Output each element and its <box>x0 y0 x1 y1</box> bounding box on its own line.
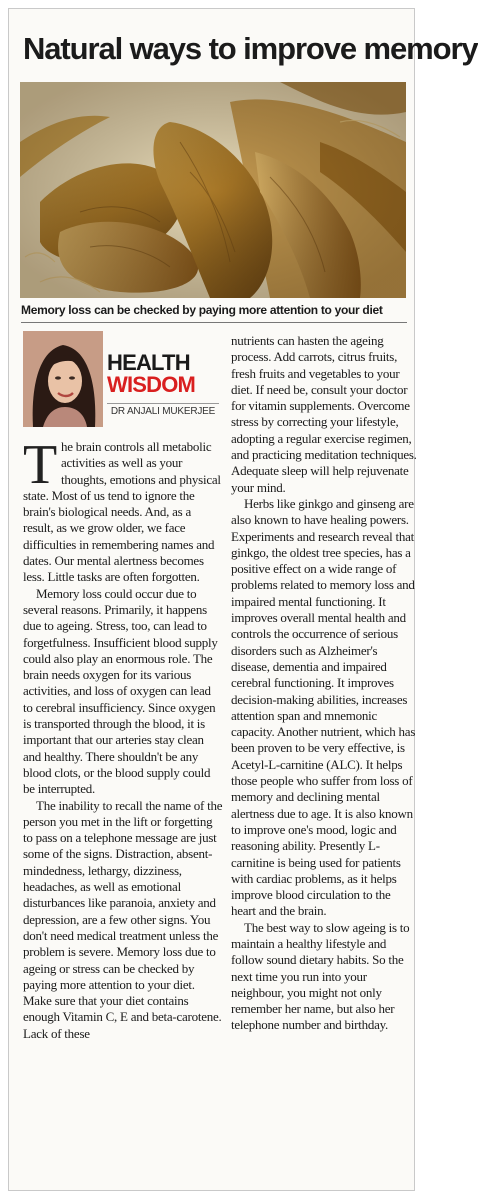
column-byline <box>23 331 223 431</box>
article-headline: Natural ways to improve memory <box>23 31 478 66</box>
column-title-wisdom: WISDOM <box>107 372 196 397</box>
paragraph-intro <box>23 434 223 586</box>
column-title-health: HEALTH <box>107 350 190 375</box>
paragraph-herbs: Herbs like ginkgo and ginseng are also known to have healing powers. Experiments and research reveal that ginkgo, the oldest tree species, has a positive effect on a wide range of problems related to memory loss and impaired mental functioning. It improves overall mental health and controls the occurrence of serious disorders such as Alzheimer's disease, dementia and impaired cerebral functioning. It improves decision-making abilities, increases attention span and mnemonic capacity. Another nutrient, which has been proven to be very effective, is Acetyl-L-carnitine (ALC). It helps those people who suffer from loss of memory and declining mental alertness due to age. It is also known to improve one's mood, logic and reasoning ability. Presently L-carnitine is being used for patients with cardiac problems, as it helps improve blood circulation to the heart and the brain. <box>231 495 416 919</box>
photo-caption: Memory loss can be checked by paying more attention to your diet <box>21 303 383 317</box>
caption-divider <box>21 322 407 323</box>
ginseng-roots-illustration <box>20 82 406 298</box>
paragraph-signs: The inability to recall the name of the person you met in the lift or forgetting to pass on a telephone message are just some of the signs. Distraction, absent-mindedness, lethargy, dizziness, headaches, as well as emotional disturbances like paranoia, anxiety and depression, are a few other signs. You don't need medical treatment unless the problem is severe. Memory loss due to ageing or stress can be checked by paying more attention to your diet. Make sure that your diet contains enough Vitamin C, E and beta-carotene. Lack of these <box>23 797 223 1041</box>
paragraph-signs-continued: nutrients can hasten the ageing process. Add carrots, citrus fruits, fresh fruits and vegetables to your diet. If need be, consult your doctor for vitamin supplements. Overcome stress by correcting your lifestyle, adopting a regular exercise regimen, and practicing meditation techniques. Adequate sleep will help rejuvenate your mind. <box>231 333 417 495</box>
author-portrait <box>23 331 103 427</box>
article-column-left <box>23 331 223 1042</box>
paragraph-intro-text: he brain controls all metabolic activities as well as your thoughts, emotions and physical state. Most of us tend to ignore the brain's biological needs. And, as a result, as we grow older, we face difficulties in remembering names and dates. Our mental alertness becomes less. Little tasks are often forgotten. <box>23 439 221 585</box>
newspaper-clipping <box>8 8 478 1191</box>
author-name: DR ANJALI MUKERJEE <box>107 403 219 417</box>
paragraph-causes: Memory loss could occur due to several reasons. Primarily, it happens due to ageing. Stress, too, can lead to forgetfulness. Insufficient blood supply could also play an enormous role. The brain needs oxygen for its various activities, and loss of oxygen can lead to cerebral insufficiency. Since oxygen is transported through the blood, it is important that our arteries stay clean and healthy. There shouldn't be any blood clots, or the blood supply could be interrupted. <box>23 585 218 797</box>
article-column-right <box>231 333 417 1034</box>
paragraph-conclusion: The best way to slow ageing is to maintain a healthy lifestyle and follow sound dietary habits. So the next time you run into your neighbour, you might not only remember her name, but also her telephone number and birthday. <box>231 919 410 1033</box>
ginseng-roots-photo <box>20 82 406 298</box>
drop-cap: T <box>23 434 57 496</box>
